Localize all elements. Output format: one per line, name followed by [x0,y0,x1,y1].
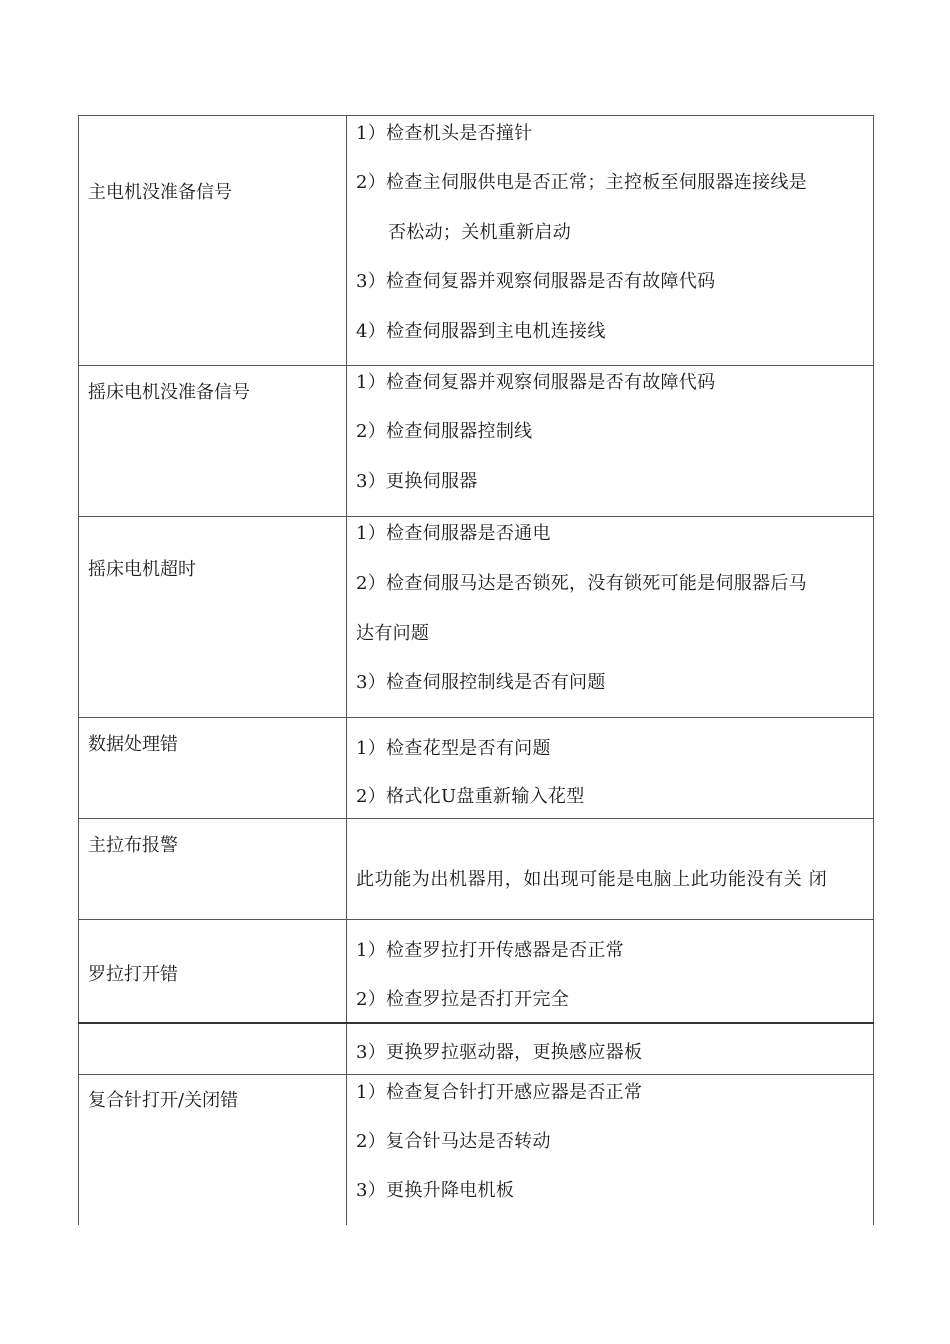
table-row [78,516,874,717]
solution-line: 3）检查伺复器并观察伺服器是否有故障代码 [356,271,716,292]
fault-label: 主拉布报警 [88,835,178,856]
table-row [78,919,874,1022]
solution-line: 1）检查机头是否撞针 [356,123,533,144]
table-row [78,1074,874,1225]
table-row [78,818,874,919]
fault-label: 摇床电机超时 [88,559,196,580]
table-row [78,115,874,365]
fault-label: 主电机没准备信号 [88,182,232,203]
fault-label: 罗拉打开错 [88,964,178,985]
solution-line: 3）更换罗拉驱动器，更换感应器板 [356,1042,643,1063]
solution-line: 2）检查伺服马达是否锁死，没有锁死可能是伺服器后马 [356,573,807,594]
solution-line: 2）检查主伺服供电是否正常；主控板至伺服器连接线是 [356,172,807,193]
solution-line: 2）格式化U盘重新输入花型 [356,786,585,807]
solution-line: 2）检查罗拉是否打开完全 [356,989,570,1010]
solution-line: 4）检查伺服器到主电机连接线 [356,321,606,342]
solution-line: 3）更换伺服器 [356,471,478,492]
fault-label: 数据处理错 [88,734,178,755]
solution-line: 达有问题 [356,623,430,644]
solution-line: 1）检查复合针打开感应器是否正常 [356,1082,643,1103]
troubleshooting-table [78,115,874,1225]
solution-line: 3）检查伺服控制线是否有问题 [356,672,606,693]
solution-line: 此功能为出机器用，如出现可能是电脑上此功能没有关 闭 [356,869,828,890]
table-row [78,365,874,516]
solution-line: 2）复合针马达是否转动 [356,1131,551,1152]
solution-line: 1）检查罗拉打开传感器是否正常 [356,940,624,961]
solution-line: 否松动；关机重新启动 [388,222,571,243]
table-row [78,717,874,818]
solution-line: 1）检查伺复器并观察伺服器是否有故障代码 [356,372,716,393]
fault-label: 摇床电机没准备信号 [88,382,250,403]
fault-label: 复合针打开/关闭错 [88,1090,239,1111]
solution-line: 1）检查花型是否有问题 [356,738,551,759]
table-row [78,1022,874,1074]
solution-line: 3）更换升降电机板 [356,1180,515,1201]
solution-line: 1）检查伺服器是否通电 [356,523,551,544]
solution-line: 2）检查伺服器控制线 [356,421,533,442]
